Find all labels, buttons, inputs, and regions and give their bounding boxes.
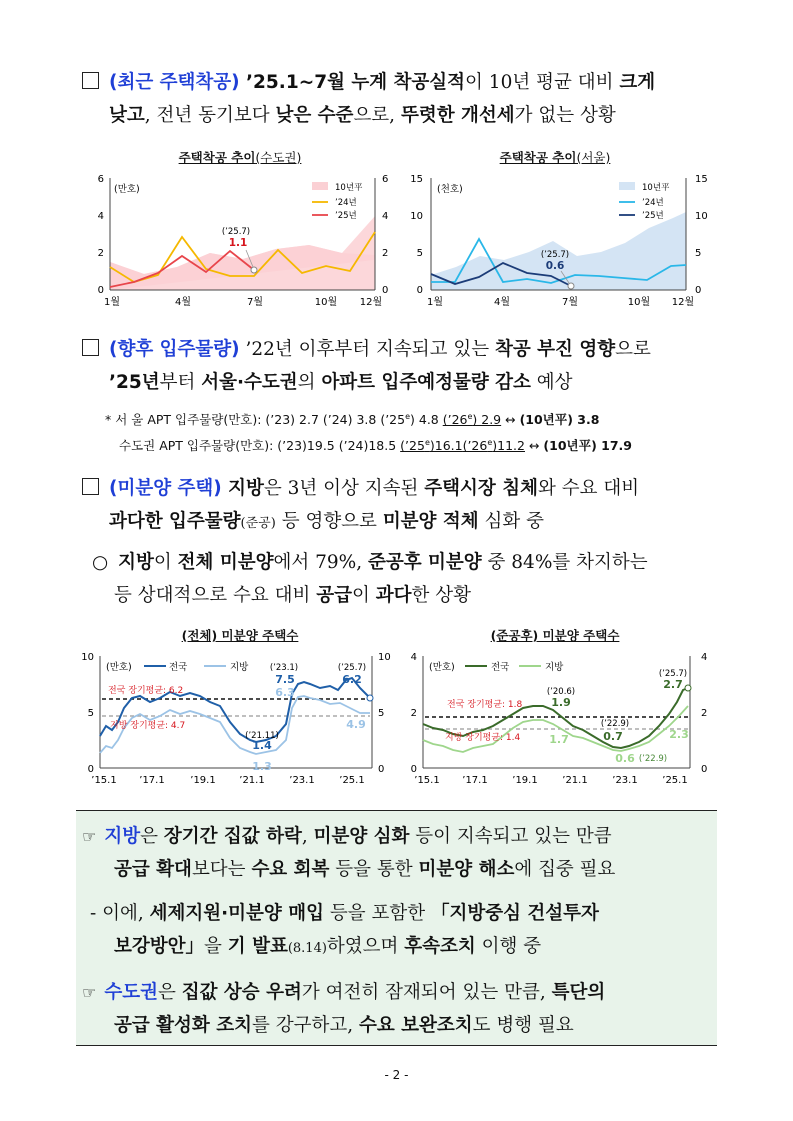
chart4-title: (준공후) 미분양 주택수 [490,628,620,643]
checkbox-bullet [82,478,99,495]
chart4-completed-unsold [403,648,721,788]
svg-text:(천호): (천호) [437,184,463,195]
svg-text:전국: 전국 [169,662,188,673]
svg-text:’21.1: ’21.1 [239,775,265,786]
svg-text:지방 장기평균: 4.7: 지방 장기평균: 4.7 [110,721,186,731]
svg-text:’17.1: ’17.1 [462,775,488,786]
svg-text:10: 10 [81,652,94,663]
footnote-supply: * 서 울 APT 입주물량(만호): (’23) 2.7 (’24) 3.8 (’25e) 4.8 (’26e) 2.9 ↔ (10년平) 3.8 수도권 APT 입주물량(만호): (’23)19.5 (’24)18.5 (’25e)16.1(’26e)11.2 ↔ (10년平) 17.9 [105,412,632,454]
summary-local: ☞ 지방은 장기간 집값 하락, 미분양 심화 등이 지속되고 있는 만큼 공급 확대보다는 수요 회복 등을 통한 미분양 해소에 집중 필요 [82,826,616,880]
svg-text:1.7: 1.7 [549,733,569,746]
svg-text:4: 4 [701,652,708,663]
svg-text:10: 10 [378,652,391,663]
svg-text:10월: 10월 [314,297,338,308]
summary-capital: ☞ 수도권은 집값 상승 우려가 여전히 잠재되어 있는 만큼, 특단의 공급 활성화 조치를 강구하고, 수요 보완조치도 병행 필요 [82,982,606,1036]
svg-text:6: 6 [97,174,104,185]
svg-text:7월: 7월 [561,297,579,308]
svg-text:0.6: 0.6 [545,260,565,272]
svg-text:’24년: ’24년 [335,198,357,208]
svg-text:6.2: 6.2 [342,673,362,686]
svg-text:전국: 전국 [491,662,510,673]
svg-text:’24년: ’24년 [642,198,664,208]
pointing-hand-icon: ☞ [82,827,97,846]
svg-text:2: 2 [410,708,417,719]
svg-text:0: 0 [97,285,104,296]
svg-text:4.9: 4.9 [346,718,366,731]
svg-text:전국 장기평균: 6.2: 전국 장기평균: 6.2 [108,686,184,696]
svg-text:2: 2 [382,248,389,259]
svg-text:(’25.7): (’25.7) [540,250,570,260]
svg-text:’15.1: ’15.1 [414,775,440,786]
svg-text:12월: 12월 [359,297,383,308]
svg-text:지방: 지방 [545,662,564,673]
chart1-title: 주택착공 추이(수도권) [178,150,302,165]
svg-text:7월: 7월 [246,297,264,308]
svg-text:’23.1: ’23.1 [612,775,638,786]
chart1-housing-starts-capital [86,170,396,310]
chart2-housing-starts-seoul [403,170,713,310]
svg-text:5: 5 [87,708,94,719]
svg-text:1월: 1월 [426,297,444,308]
svg-text:’23.1: ’23.1 [289,775,315,786]
svg-text:5: 5 [416,248,423,259]
checkbox-bullet [82,339,99,356]
svg-text:지방: 지방 [230,662,249,673]
chart3-total-unsold [80,648,398,788]
svg-text:(’21.11): (’21.11) [245,731,279,741]
svg-text:0: 0 [701,764,708,775]
svg-text:10: 10 [410,211,423,222]
svg-text:’15.1: ’15.1 [91,775,117,786]
section-housing-starts: (최근 주택착공) ’25.1~7월 누계 착공실적이 10년 평균 대비 크게 낮고, 전년 동기보다 낮은 수준으로, 뚜렷한 개선세가 없는 상황 [82,66,722,132]
svg-text:4: 4 [382,211,389,222]
svg-text:’25.1: ’25.1 [339,775,365,786]
svg-text:4: 4 [410,652,417,663]
svg-text:’25년: ’25년 [335,211,357,221]
svg-text:1.9: 1.9 [551,696,571,709]
svg-text:(’22.9): (’22.9) [638,754,668,764]
svg-text:0: 0 [382,285,389,296]
svg-text:(’20.6): (’20.6) [546,687,576,697]
legend-10yr-swatch [312,182,328,190]
svg-text:지방 장기평균: 1.4: 지방 장기평균: 1.4 [445,733,521,743]
chart2-title: 주택착공 추이(서울) [499,150,611,165]
svg-text:’25년: ’25년 [642,211,664,221]
svg-text:(만호): (만호) [106,662,132,673]
svg-text:6.3: 6.3 [275,686,295,699]
svg-text:6: 6 [382,174,389,185]
svg-text:10년平: 10년平 [335,183,363,193]
svg-text:(’22.9): (’22.9) [600,719,630,729]
summary-measures: - 이에, 세제지원·미분양 매입 등을 포함한 「지방중심 건설투자 보강방안」을 기 발표(8.14)하였으며 후속조치 이행 중 [90,903,599,957]
svg-text:4월: 4월 [493,297,511,308]
svg-text:5: 5 [378,708,385,719]
svg-text:12월: 12월 [671,297,695,308]
chart3-title: (전체) 미분양 주택수 [181,628,299,643]
svg-text:(’25.7): (’25.7) [337,663,367,673]
svg-text:’21.1: ’21.1 [562,775,588,786]
svg-text:(’25.7): (’25.7) [221,227,251,237]
page-number: - 2 - [384,1068,409,1082]
svg-text:’19.1: ’19.1 [190,775,216,786]
svg-text:(’23.1): (’23.1) [269,663,299,673]
svg-text:(만호): (만호) [429,662,455,673]
svg-text:7.5: 7.5 [275,673,295,686]
checkbox-bullet [82,72,99,89]
svg-text:10: 10 [695,211,708,222]
bullet-local-share: ○ 지방이 전체 미분양에서 79%, 준공후 미분양 중 84%를 차지하는 등 상대적으로 수요 대비 공급이 과다한 상황 [92,552,648,606]
svg-text:’17.1: ’17.1 [139,775,165,786]
svg-text:전국 장기평균: 1.8: 전국 장기평균: 1.8 [447,700,523,710]
svg-text:2: 2 [701,708,708,719]
section-unsold-housing: (미분양 주택) 지방은 3년 이상 지속된 주택시장 침체와 수요 대비 과다한 입주물량(준공) 등 영향으로 미분양 적체 심화 중 [82,472,722,540]
svg-text:1.4: 1.4 [252,739,272,752]
svg-text:’19.1: ’19.1 [512,775,538,786]
svg-text:(’25.7): (’25.7) [658,669,688,679]
svg-text:0: 0 [410,764,417,775]
svg-text:1.1: 1.1 [228,237,248,249]
svg-text:0: 0 [378,764,385,775]
svg-text:10년平: 10년平 [642,183,670,193]
svg-text:10월: 10월 [627,297,651,308]
pointing-hand-icon: ☞ [82,983,97,1002]
svg-text:4: 4 [97,211,104,222]
svg-text:’25.1: ’25.1 [662,775,688,786]
svg-text:2.7: 2.7 [663,678,683,691]
svg-text:15: 15 [695,174,708,185]
svg-text:5: 5 [695,248,702,259]
svg-text:0.6: 0.6 [615,752,635,765]
svg-text:1.3: 1.3 [252,760,272,773]
svg-text:(만호): (만호) [114,184,140,195]
svg-text:0: 0 [416,285,423,296]
svg-text:1월: 1월 [103,297,121,308]
svg-text:0: 0 [695,285,702,296]
svg-text:0: 0 [87,764,94,775]
svg-text:15: 15 [410,174,423,185]
svg-text:0.7: 0.7 [603,730,623,743]
svg-text:4월: 4월 [174,297,192,308]
svg-text:2: 2 [97,248,104,259]
svg-text:2.3: 2.3 [669,728,689,741]
section-move-in-volume: (향후 입주물량) ’22년 이후부터 지속되고 있는 착공 부진 영향으로 ’25년부터 서울·수도권의 아파트 입주예정물량 감소 예상 [82,333,722,399]
